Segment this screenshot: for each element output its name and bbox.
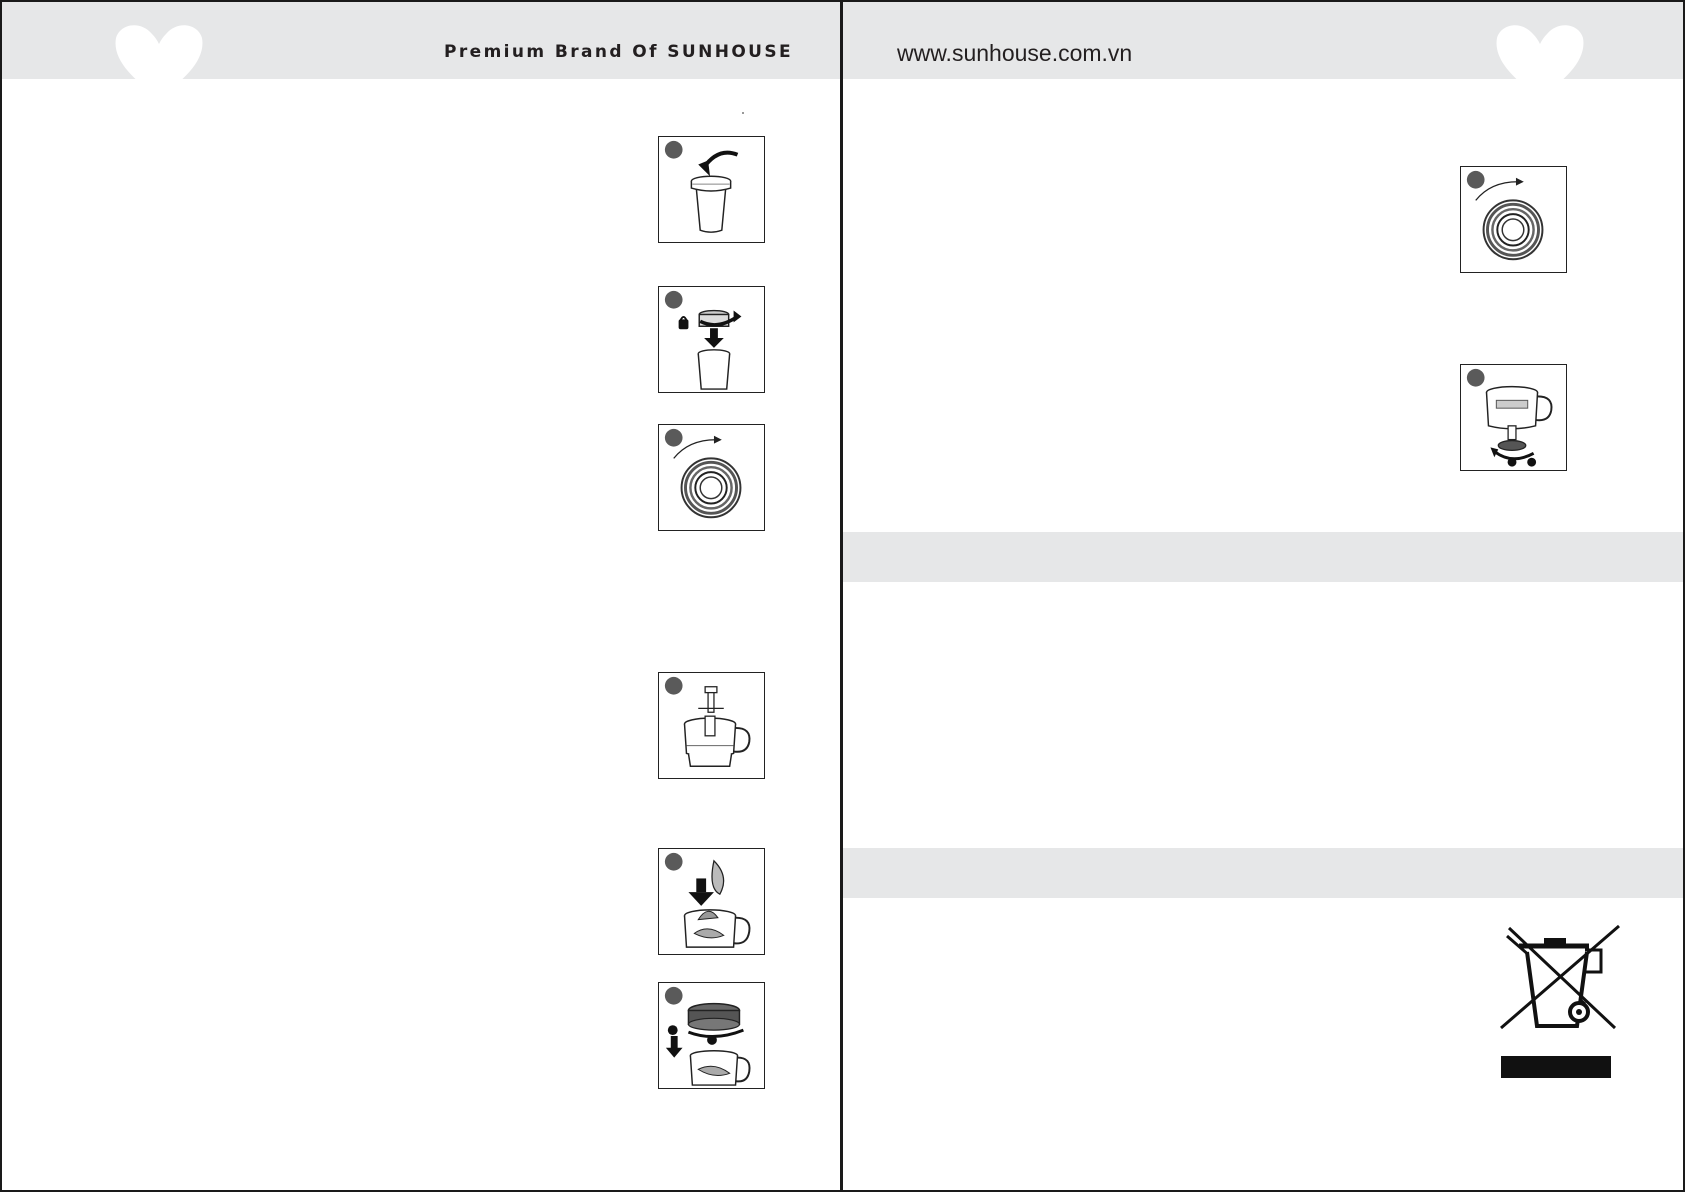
- section-band-1: [843, 532, 1683, 582]
- manual-page-right: [841, 0, 1685, 1192]
- close-lid-icon: [658, 982, 765, 1089]
- brand-tagline: Premium Brand Of SUNHOUSE: [444, 42, 794, 62]
- mark-dot: [742, 112, 744, 114]
- blade-lock-icon: [658, 286, 765, 393]
- cup-lid-icon: [658, 136, 765, 243]
- website-url: www.sunhouse.com.vn: [897, 40, 1133, 66]
- weee-crossed-bin-icon: [1489, 918, 1627, 1080]
- heart-logo-icon: [1485, 20, 1595, 100]
- rotate-blade-icon: [1460, 166, 1567, 273]
- add-ingredients-icon: [658, 848, 765, 955]
- jar-base-icon: [1460, 364, 1567, 471]
- section-band-2: [843, 848, 1683, 898]
- jar-assembly-icon: [658, 672, 765, 779]
- heart-logo-icon: [104, 20, 214, 100]
- manual-page-left: [0, 0, 842, 1192]
- rotate-blade-icon: [658, 424, 765, 531]
